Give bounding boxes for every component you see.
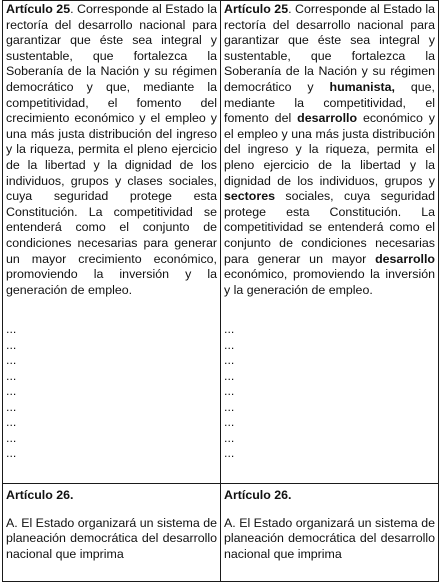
right-cell-article-26 <box>221 484 439 582</box>
text-run: económico, promoviendo la inversión y la generación de empleo. <box>224 267 435 297</box>
ellipsis-line: ... <box>224 384 235 399</box>
left-cell-article-25 <box>3 1 221 484</box>
ellipsis-line: ... <box>224 430 235 445</box>
ellipsis-line: ... <box>224 415 235 430</box>
ellipsis-line: ... <box>224 322 235 337</box>
right-article-25-text <box>224 2 435 298</box>
ellipsis-line: ... <box>6 430 17 445</box>
ellipsis-line: ... <box>6 446 17 461</box>
left-ellipsis-list <box>6 322 217 462</box>
ellipsis-line: ... <box>224 399 235 414</box>
text-run: que, mediante la competitividad, el fomento del <box>224 79 435 126</box>
comparison-table <box>2 0 439 582</box>
bold-text-run: Artículo 25 <box>224 2 289 16</box>
bold-text-run: sectores <box>224 189 275 204</box>
bold-text-run: desarrollo <box>375 251 435 266</box>
table-row <box>3 1 439 484</box>
bold-text-run: Artículo 25 <box>6 2 71 16</box>
ellipsis-line: ... <box>6 399 17 414</box>
left-article-26-text: A. El Estado organizará un sistema de planeación democrática del desarrollo nacional que imprima <box>6 515 217 561</box>
text-run: . Corresponde al Estado la rectoría del desarrollo nacional para garantizar que éste sea integral y sustentable, que fortalezca la Soberanía de la Nación y su régimen democrático y que, mediante la competitividad, el fomento del crecimiento económico y el empleo y una más justa distribución del ingreso y la riqueza, permita el pleno ejercicio de la libertad y la dignidad de los individuos, grupos y clases sociales, cuya seguridad protege esta Constitución. La competitividad se entenderá como el conjunto de condiciones necesarias para generar un mayor crecimiento económico, promoviendo la inversión y la generación de empleo. <box>6 2 217 297</box>
text-run: . Corresponde al Estado la rectoría del desarrollo nacional para garantizar que éste sea integral y sustentable, que fortalezca la Soberanía de la Nación y su régimen democrático y <box>224 2 435 94</box>
ellipsis-line: ... <box>6 353 17 368</box>
ellipsis-line: ... <box>6 322 17 337</box>
right-article-26-text: A. El Estado organizará un sistema de planeación democrática del desarrollo nacional que imprima <box>224 515 435 561</box>
ellipsis-line: ... <box>6 337 17 352</box>
right-ellipsis-list <box>224 322 435 462</box>
left-article-26-heading: Artículo 26. <box>6 488 74 502</box>
left-cell-article-26 <box>3 484 221 582</box>
right-article-26-heading: Artículo 26. <box>224 488 292 502</box>
ellipsis-line: ... <box>6 368 17 383</box>
ellipsis-line: ... <box>6 384 17 399</box>
ellipsis-line: ... <box>224 368 235 383</box>
bold-text-run: desarrollo <box>297 111 358 126</box>
right-cell-article-25 <box>221 1 439 484</box>
text-run: económico y el empleo y una más justa distribución del ingreso y la riqueza, permita el pleno ejercicio de la libertad y la dignidad de los individuos, grupos y <box>224 111 435 188</box>
bold-text-run: humanista, <box>329 79 395 94</box>
ellipsis-line: ... <box>224 353 235 368</box>
text-run: sociales, cuya seguridad protege esta Constitución. La competitividad se entenderá como el conjunto de condiciones necesarias para generar un mayor <box>224 189 435 266</box>
ellipsis-line: ... <box>6 415 17 430</box>
left-article-25-text <box>6 2 217 298</box>
ellipsis-line: ... <box>224 337 235 352</box>
table-row <box>3 484 439 582</box>
ellipsis-line: ... <box>224 446 235 461</box>
